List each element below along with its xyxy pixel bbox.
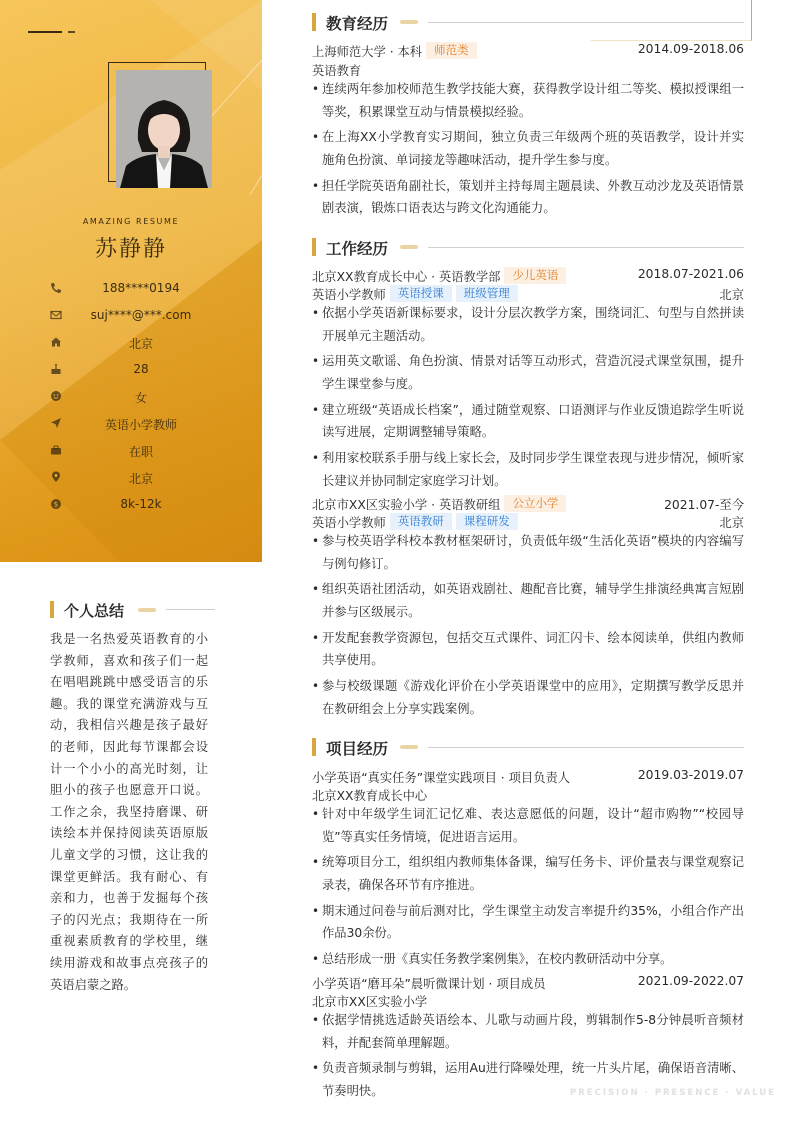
edu-org-row [312,42,744,60]
section-pill [138,608,156,612]
section-divider [428,747,744,748]
info-value: 北京 [128,337,153,351]
info-value: 188****0194 [102,281,180,295]
info-location [0,468,262,488]
info-email [0,306,262,326]
info-phone [0,279,262,299]
list-item: • 依据小学英语新课标要求，设计分层次教学方案，围绕词汇、句型与自然拼读开展单元主题活动。 [312,302,744,347]
work2-org: 北京市XX区实验小学 · 英语教研组 [312,498,501,512]
decor-dash-small [68,31,75,33]
list-item: • 组织英语社团活动，如英语戏剧社、趣配音比赛，辅导学生排演经典寓言短剧并参与区级展示。 [312,578,744,623]
work1-tag: 少儿英语 [504,267,566,284]
list-item: • 运用英文歌谣、角色扮演、情景对话等互动形式，营造沉浸式课堂氛围，提升学生课堂参与度。 [312,350,744,395]
section-divider [166,609,215,610]
skill-tag: 英语授课 [390,285,452,302]
info-position [0,414,262,434]
work1-bullets [312,302,744,496]
list-item: • 担任学院英语角副社长，策划并主持每周主题晨读、外教互动沙龙及英语情景剧表演，锻炼口语表达与跨文化沟通能力。 [312,175,744,220]
info-salary [0,495,262,515]
info-value: 在职 [128,445,153,459]
section-bar [50,601,54,618]
info-home [0,333,262,353]
info-value: 英语小学教师 [104,418,177,432]
info-value: 28 [133,362,149,376]
proj1-date: 2019.03-2019.07 [637,768,744,782]
list-item: • 开发配套教学资源包，包括交互式课件、词汇闪卡、绘本阅读单，供组内教师共享使用。 [312,627,744,672]
section-bar [312,13,316,31]
edu-bullets [312,78,744,223]
work2-tag: 公立小学 [504,495,566,512]
skill-tag: 英语教研 [390,513,452,530]
info-value: 女 [134,391,147,405]
tagline: AMAZING RESUME [82,217,180,226]
work1-role-row [312,285,744,303]
education-header [312,12,744,34]
edu-major-row [312,61,744,79]
work1-city: 北京 [719,288,744,302]
education-title: 教育经历 [326,15,389,33]
list-item: • 参与校级课题《游戏化评价在小学英语课堂中的应用》，定期撰写教学反思并在教研组会上分享实践案例。 [312,675,744,720]
work2-bullets [312,530,744,724]
proj2-org-row [312,992,744,1010]
info-status [0,441,262,461]
list-item: • 建立班级“英语成长档案”，通过随堂观察、口语测评与作业反馈追踪学生听说读写进展，定期调整辅导策略。 [312,399,744,444]
work1-role: 英语小学教师 [312,288,386,302]
info-value: 8k-12k [120,497,162,511]
projects-header [312,737,744,759]
edu-major: 英语教育 [312,64,362,78]
proj1-name: 小学英语“真实任务”课堂实践项目 · 项目负责人 [312,771,571,785]
avatar [116,70,212,188]
work-header [312,237,744,259]
work2-org-row [312,495,744,513]
sidebar [0,0,262,562]
proj1-bullets [312,803,744,974]
work2-role-row [312,513,744,531]
svg-text:$: $ [53,500,59,509]
edu-date: 2014.09-2018.06 [637,42,744,56]
list-item: • 连续两年参加校师范生教学技能大赛，获得教学设计组二等奖、模拟授课组一等奖，积累课堂互动与情景模拟经验。 [312,78,744,123]
summary-header [50,600,215,620]
proj1-org-row [312,786,744,804]
section-bar [312,738,316,756]
list-item: • 针对中年级学生词汇记忆难、表达意愿低的问题，设计“超市购物”“校园导览”等真实任务情境，促进语言运用。 [312,803,744,848]
section-pill [400,20,418,24]
profile-photo [116,70,212,188]
decor-dash [28,31,62,33]
list-item: • 依据学情挑选适龄英语绘本、儿歌与动画片段，剪辑制作5-8分钟晨听音频材料，并配套简单理解题。 [312,1009,744,1054]
work-title: 工作经历 [326,240,389,258]
list-item: • 在上海XX小学教育实习期间，独立负责三年级两个班的英语教学，设计并实施角色扮演、单词接龙等趣味活动，提升学生参与度。 [312,126,744,171]
proj2-name: 小学英语“磨耳朵”晨听微课计划 · 项目成员 [312,977,546,991]
info-age [0,360,262,380]
proj2-org: 北京市XX区实验小学 [312,995,428,1009]
work2-date: 2021.07-至今 [664,498,744,512]
summary-text: 我是一名热爱英语教育的小学教师，喜欢和孩子们一起在唱唱跳跳中感受语言的乐趣。我的课堂充满游戏与互动，我相信兴趣是孩子最好的老师，因此每节课都会设计一个小小的高光时刻，让胆小的孩子也愿意开口说。工作之余，我坚持磨课、研读绘本并保持阅读英语原版儿童文学的习惯，这让我的课堂更鲜活。我有耐心、有亲和力，也善于发掘每个孩子的闪光点；我期待在一所重视素质教育的学校里，继续用游戏和故事点亮孩子的英语启蒙之路。 [50,632,208,992]
work1-org: 北京XX教育成长中心 · 英语教学部 [312,270,501,284]
projects-title: 项目经历 [326,740,389,758]
proj2-name-row [312,974,744,992]
list-item: • 负责音频录制与剪辑，运用Au进行降噪处理，统一片头片尾，确保语音清晰、节奏明快。 [312,1057,744,1102]
info-value: suj****@***.com [90,308,192,322]
edu-school: 上海师范大学 · 本科 [312,45,423,59]
summary-title: 个人总结 [64,602,125,620]
work1-date: 2018.07-2021.06 [637,267,744,281]
section-divider [428,247,744,248]
footer-watermark: PRECISION · PRESENCE · VALUE [570,1088,776,1098]
section-bar [312,238,316,256]
proj1-org: 北京XX教育成长中心 [312,789,428,803]
list-item: • 利用家校联系手册与线上家长会，及时同步学生课堂表现与进步情况，倾听家长建议并协同制定家庭学习计划。 [312,447,744,492]
info-value: 北京 [128,472,153,486]
candidate-name: 苏静静 [94,237,167,262]
info-gender [0,387,262,407]
list-item: • 总结形成一册《真实任务教学案例集》，在校内教研活动中分享。 [312,948,744,971]
edu-tag: 师范类 [426,42,477,59]
list-item: • 统筹项目分工，组织组内教师集体备课，编写任务卡、评价量表与课堂观察记录表，确保各环节有序推进。 [312,851,744,896]
proj1-name-row [312,768,744,786]
section-pill [400,245,418,249]
section-pill [400,745,418,749]
skill-tag: 课程研发 [456,513,518,530]
section-divider [428,22,744,23]
list-item: • 参与校英语学科校本教材框架研讨，负责低年级“生活化英语”模块的内容编写与例句修订。 [312,530,744,575]
skill-tag: 班级管理 [456,285,518,302]
list-item: • 期末通过问卷与前后测对比，学生课堂主动发言率提升约35%，小组合作产出作品30余份。 [312,900,744,945]
proj2-date: 2021.09-2022.07 [637,974,744,988]
work2-role: 英语小学教师 [312,516,386,530]
work1-org-row [312,267,744,285]
work2-city: 北京 [719,516,744,530]
